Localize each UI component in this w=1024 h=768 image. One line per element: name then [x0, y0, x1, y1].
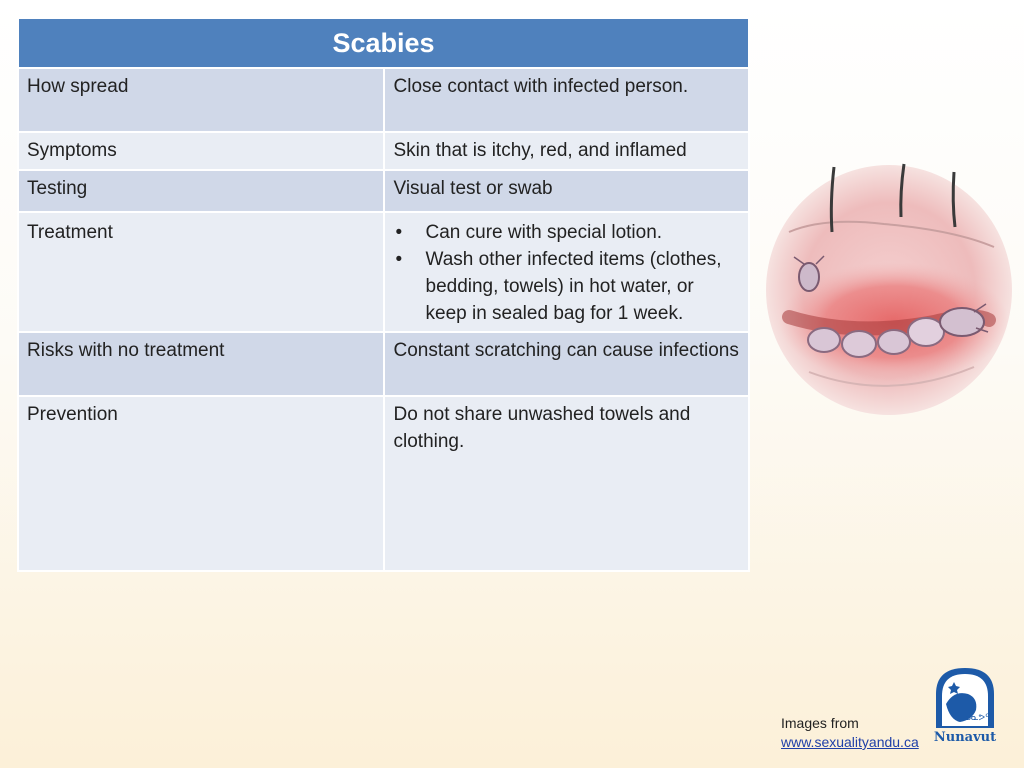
row-label-how-spread: How spread [18, 68, 384, 132]
credit-link[interactable]: www.sexualityandu.ca [781, 734, 919, 750]
credit-text: Images from [781, 715, 859, 731]
scabies-illustration [764, 162, 1014, 417]
table-row [18, 212, 749, 332]
row-label-risks: Risks with no treatment [18, 332, 384, 396]
row-value-how-spread: Close contact with infected person. [384, 68, 750, 132]
nunavut-logo [932, 664, 998, 746]
info-table [17, 17, 750, 572]
logo-text: Nunavut [933, 730, 997, 745]
treatment-item: • Wash other infected items (clothes, bedding, towels) in hot water, or keep in sealed bag for 1 week. [394, 246, 740, 327]
row-value-prevention: Do not share unwashed towels and clothing. [384, 396, 750, 571]
treatment-list [394, 219, 740, 327]
row-label-symptoms: Symptoms [18, 132, 384, 170]
table-title: Scabies [18, 18, 749, 68]
treatment-item: • Can cure with special lotion. [394, 219, 740, 246]
row-value-risks: Constant scratching can cause infections [384, 332, 750, 396]
row-label-testing: Testing [18, 170, 384, 212]
table-row [18, 132, 749, 170]
row-value-testing: Visual test or swab [384, 170, 750, 212]
logo-syllabics: ᓄᓇᕗᑦ [963, 713, 989, 723]
row-label-prevention: Prevention [18, 396, 384, 571]
table-row [18, 396, 749, 571]
table-row [18, 68, 749, 132]
row-value-symptoms: Skin that is itchy, red, and inflamed [384, 132, 750, 170]
row-value-treatment [384, 212, 750, 332]
image-credit [781, 714, 919, 752]
table-row [18, 170, 749, 212]
row-label-treatment: Treatment [18, 212, 384, 332]
table-row [18, 332, 749, 396]
